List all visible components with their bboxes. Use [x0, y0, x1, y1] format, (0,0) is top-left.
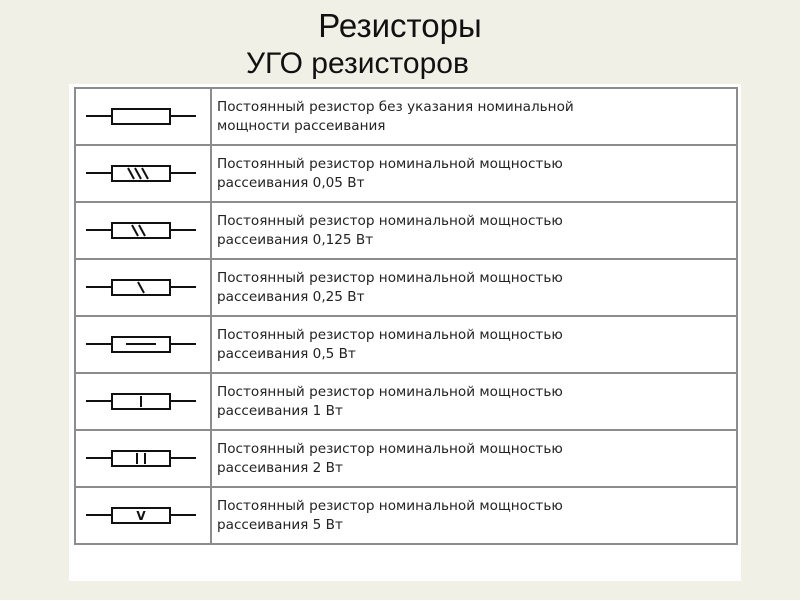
description-cell [211, 259, 737, 316]
resistor-0-05w-icon [76, 146, 210, 201]
description-line-2: рассеивания 0,5 Вт [217, 345, 356, 362]
symbol-cell [75, 202, 211, 259]
description-cell [211, 145, 737, 202]
description-cell [211, 316, 737, 373]
description-line-1: Постоянный резистор номинальной мощностью [217, 326, 563, 343]
description-line-1: Постоянный резистор номинальной мощностью [217, 497, 563, 514]
resistor-0-125w-icon [76, 203, 210, 258]
table-row [75, 430, 737, 487]
resistor-0-25w-icon [76, 260, 210, 315]
resistor-2w-icon [76, 431, 210, 486]
table-row [75, 202, 737, 259]
description-line-1: Постоянный резистор без указания номинальной [217, 98, 574, 115]
symbol-cell [75, 430, 211, 487]
slide-subtitle: УГО резисторов [246, 47, 469, 80]
symbol-cell [75, 373, 211, 430]
description-line-1: Постоянный резистор номинальной мощностью [217, 212, 563, 229]
symbols-table [74, 87, 738, 545]
table-row [75, 88, 737, 145]
description-line-2: мощности рассеивания [217, 117, 386, 134]
symbol-cell [75, 259, 211, 316]
slide-title: Резисторы [318, 7, 482, 44]
description-cell [211, 373, 737, 430]
table-row [75, 316, 737, 373]
description-line-2: рассеивания 2 Вт [217, 459, 343, 476]
table-row [75, 145, 737, 202]
resistor-symbols-table [69, 84, 741, 581]
description-cell [211, 487, 737, 544]
description-line-2: рассеивания 1 Вт [217, 402, 343, 419]
description-cell [211, 202, 737, 259]
description-line-1: Постоянный резистор номинальной мощностью [217, 383, 563, 400]
description-line-2: рассеивания 5 Вт [217, 516, 343, 533]
table-row [75, 373, 737, 430]
description-line-2: рассеивания 0,125 Вт [217, 231, 374, 248]
description-line-1: Постоянный резистор номинальной мощностью [217, 269, 563, 286]
description-cell [211, 430, 737, 487]
symbol-cell [75, 145, 211, 202]
description-line-2: рассеивания 0,05 Вт [217, 174, 365, 191]
5w-mark-label: V [136, 509, 146, 523]
description-cell [211, 88, 737, 145]
symbol-cell [75, 487, 211, 544]
resistor-0-5w-icon [76, 317, 210, 372]
description-line-1: Постоянный резистор номинальной мощностью [217, 440, 563, 457]
resistor-1w-icon [76, 374, 210, 429]
table-row [75, 259, 737, 316]
description-line-1: Постоянный резистор номинальной мощностью [217, 155, 563, 172]
resistor-5w-icon [76, 488, 210, 543]
symbol-cell [75, 88, 211, 145]
resistor-no-rating-icon [76, 89, 210, 144]
description-line-2: рассеивания 0,25 Вт [217, 288, 365, 305]
table-row [75, 487, 737, 544]
symbol-cell [75, 316, 211, 373]
